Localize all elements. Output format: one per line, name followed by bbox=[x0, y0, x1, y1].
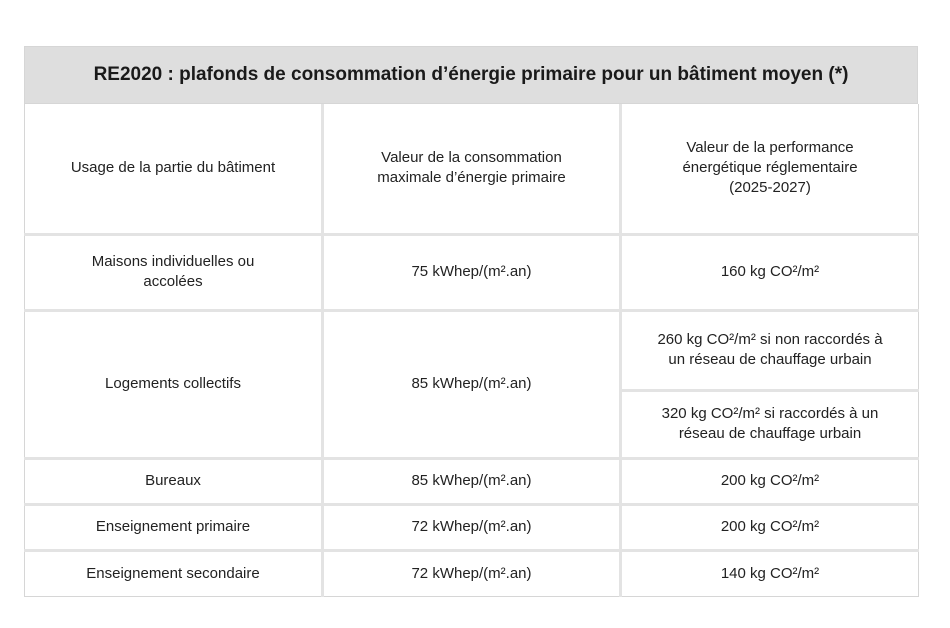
table-row bbox=[25, 504, 919, 550]
cell-usage: Logements collectifs bbox=[25, 310, 323, 458]
table-row bbox=[25, 458, 919, 504]
energy-table-container bbox=[24, 46, 918, 597]
cell-performance-non-raccorde: 260 kg CO²/m² si non raccordés à un réseau de chauffage urbain bbox=[621, 310, 919, 390]
table-row bbox=[25, 310, 919, 390]
cell-usage: Maisons individuelles ou accolées bbox=[25, 234, 323, 310]
header-performance: Valeur de la performance énergétique réglementaire (2025-2027) bbox=[621, 104, 919, 234]
cell-consommation: 75 kWhep/(m².an) bbox=[323, 234, 621, 310]
cell-performance: 200 kg CO²/m² bbox=[621, 504, 919, 550]
cell-performance-raccorde: 320 kg CO²/m² si raccordés à un réseau de chauffage urbain bbox=[621, 390, 919, 458]
cell-usage: Bureaux bbox=[25, 458, 323, 504]
cell-consommation: 85 kWhep/(m².an) bbox=[323, 458, 621, 504]
cell-performance: 160 kg CO²/m² bbox=[621, 234, 919, 310]
cell-consommation: 85 kWhep/(m².an) bbox=[323, 310, 621, 458]
cell-performance: 140 kg CO²/m² bbox=[621, 550, 919, 596]
table-row bbox=[25, 550, 919, 596]
cell-performance: 200 kg CO²/m² bbox=[621, 458, 919, 504]
cell-usage: Enseignement primaire bbox=[25, 504, 323, 550]
header-row bbox=[25, 104, 919, 234]
cell-consommation: 72 kWhep/(m².an) bbox=[323, 550, 621, 596]
table-row bbox=[25, 234, 919, 310]
header-usage: Usage de la partie du bâtiment bbox=[25, 104, 323, 234]
header-consommation: Valeur de la consommation maximale d’énergie primaire bbox=[323, 104, 621, 234]
cell-usage: Enseignement secondaire bbox=[25, 550, 323, 596]
cell-consommation: 72 kWhep/(m².an) bbox=[323, 504, 621, 550]
table-title: RE2020 : plafonds de consommation d’énergie primaire pour un bâtiment moyen (*) bbox=[24, 46, 918, 104]
energy-table bbox=[24, 104, 919, 597]
